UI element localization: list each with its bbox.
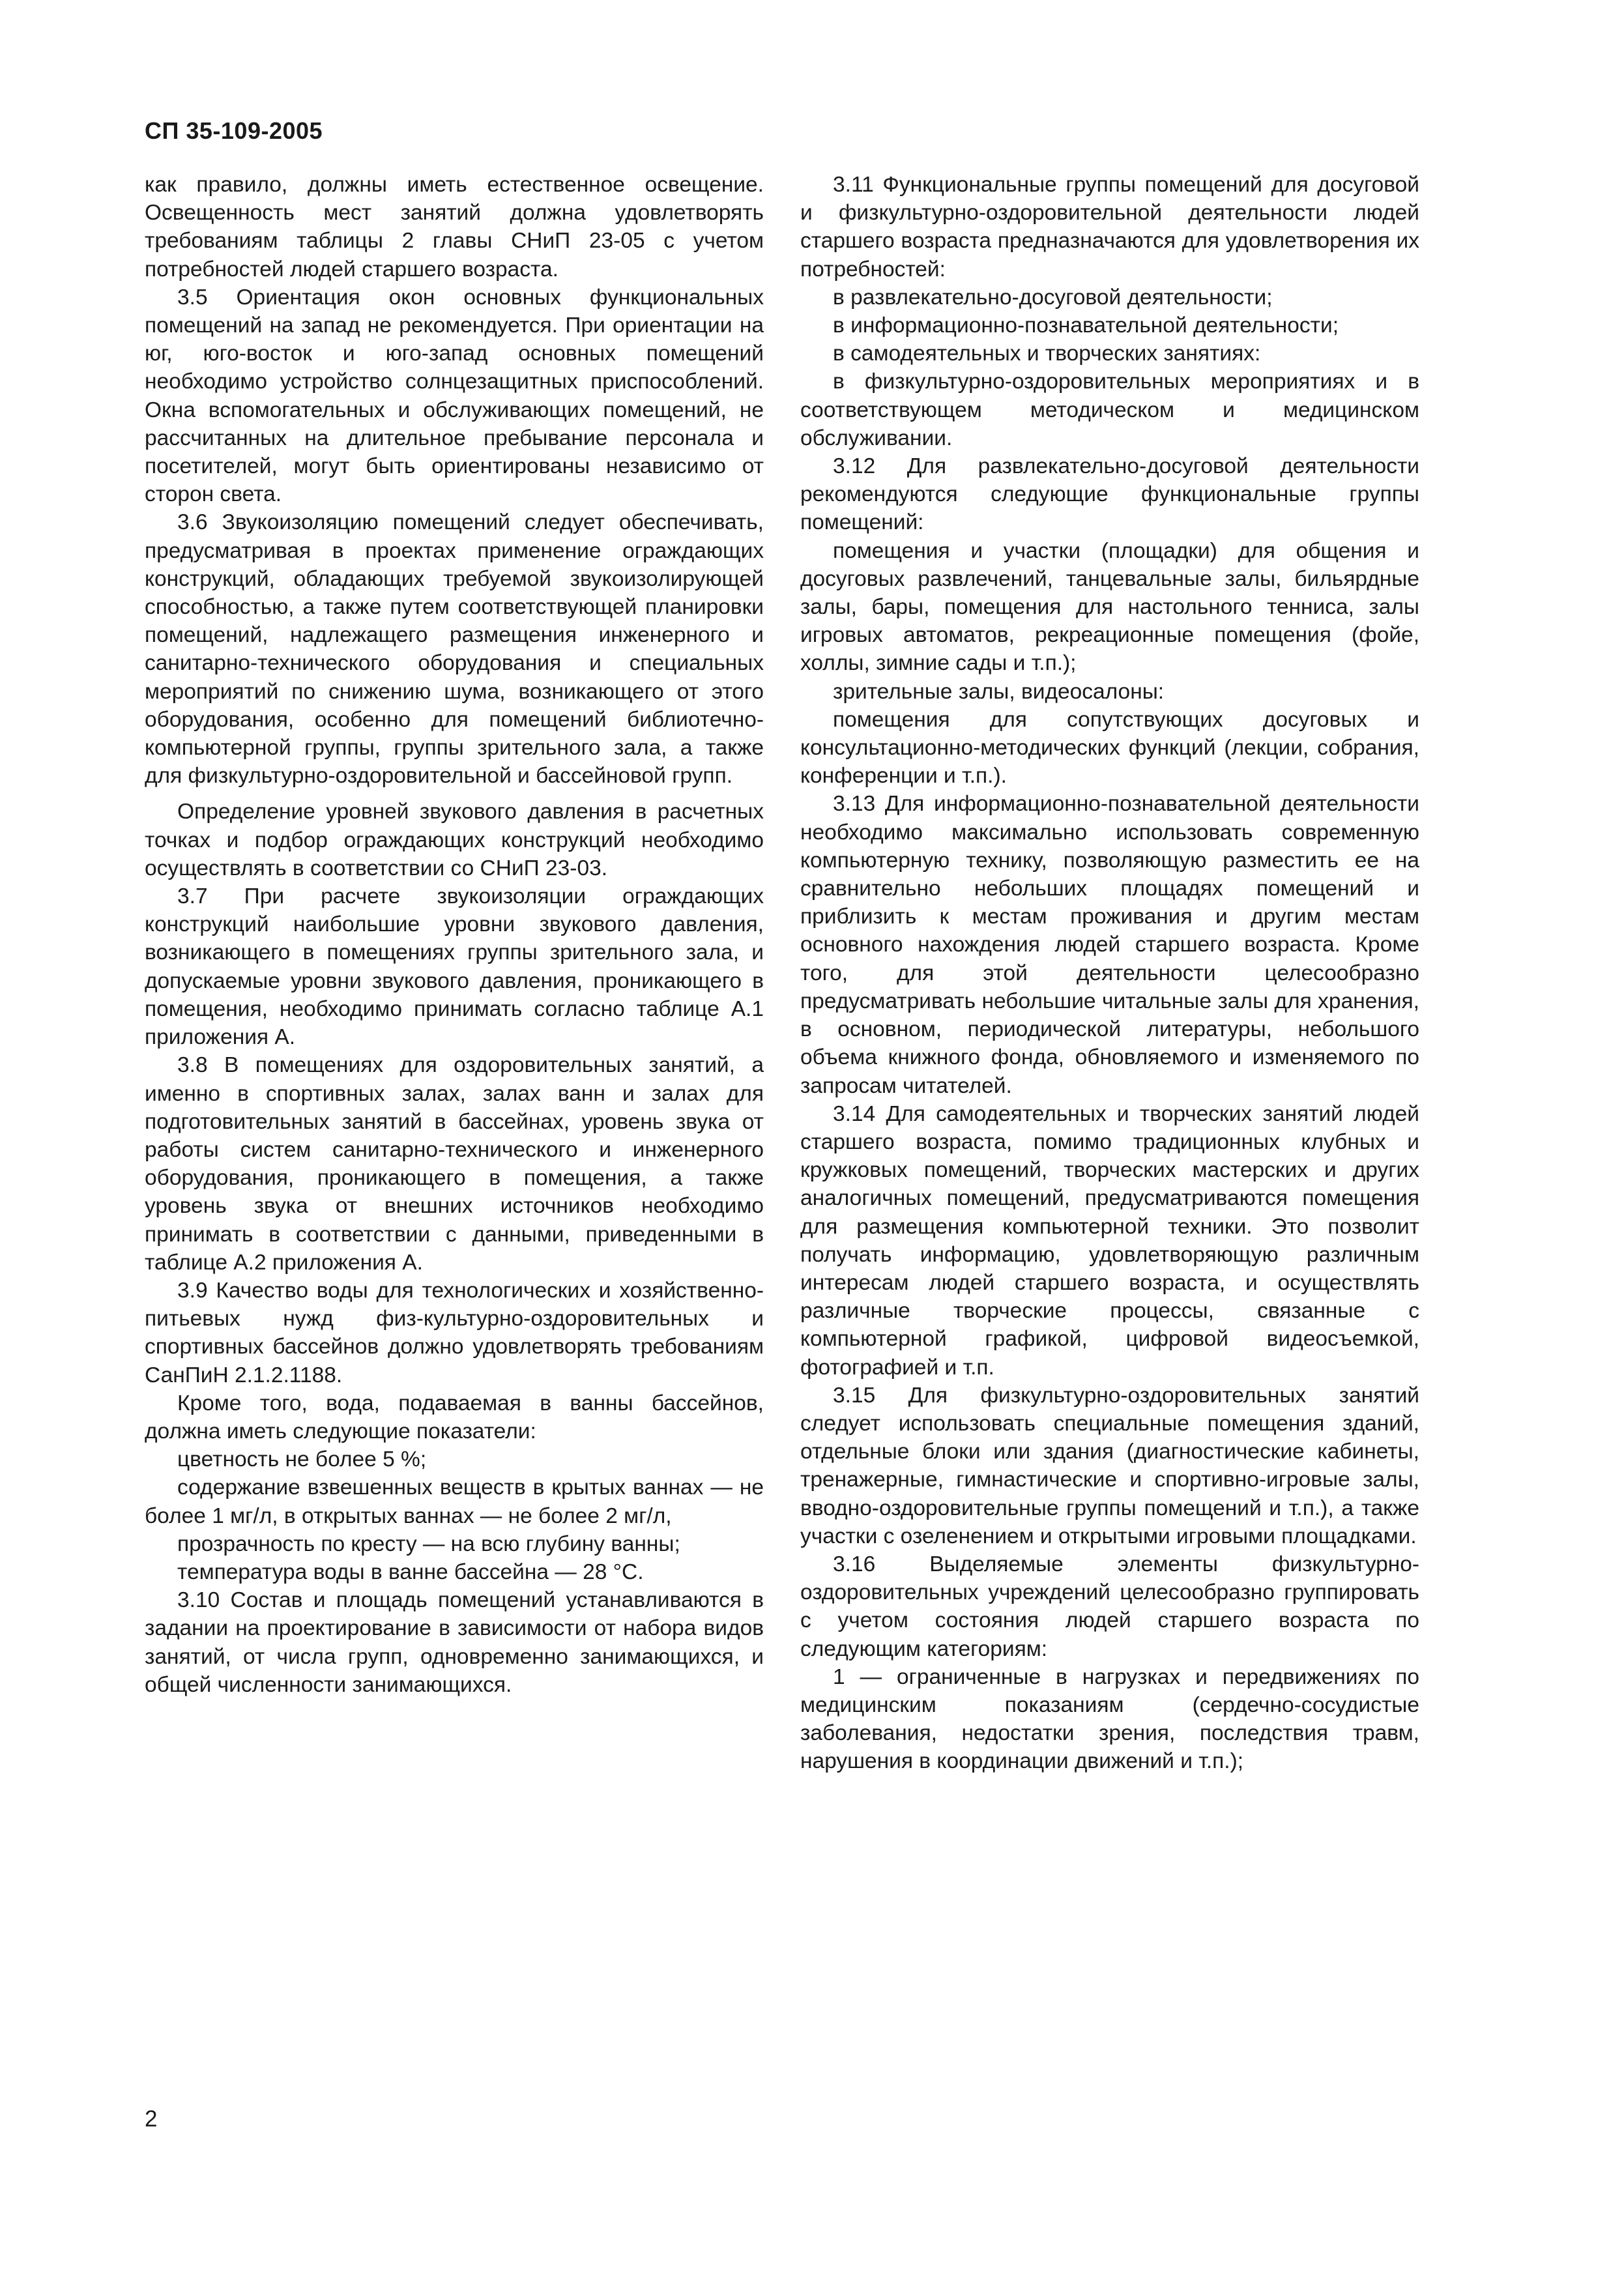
list-item-creative: в самодеятельных и творческих занятиях: bbox=[833, 341, 1261, 366]
page-number: 2 bbox=[145, 2106, 158, 2132]
paragraph-3-13: 3.13 Для информационно-познавательной деятельности необходимо максимально использовать современную компьютерную технику, позволяющую разместить ее на сравнительно небольших площадях помещений и приблизить к местам проживания и другим местам основного нахождения людей старшего возраста. Кроме того, для этой деятельности целесообразно предусматривать небольшие читальные залы для хранения, в основном, периодической литературы, небольшого объема книжного фонда, обновляемого и изменяемого по запросам читателей. bbox=[800, 792, 1419, 1098]
list-item-suspended-solids: содержание взвешенных веществ в крытых ваннах — не более 1 мг/л, в открытых ваннах — не более 2 мг/л, bbox=[145, 1475, 764, 1528]
paragraph-water-requirements: Кроме того, вода, подаваемая в ванны бассейнов, должна иметь следующие показатели: bbox=[145, 1391, 764, 1443]
document-code: СП 35-109-2005 bbox=[145, 117, 323, 144]
paragraph-3-10: 3.10 Состав и площадь помещений устанавливаются в задании на проектирование в зависимости от набора видов занятий, от числа групп, одновременно занимающихся, и общей численности занимающихся. bbox=[145, 1588, 764, 1697]
list-item-consulting-rooms: помещения для сопутствующих досуговых и консультационно-методических функций (лекции, собрания, конференции и т.п.). bbox=[800, 707, 1419, 789]
paragraph-3-9: 3.9 Качество воды для технологических и хозяйственно-питьевых нужд физ-культурно-оздоровительных и спортивных бассейнов должно удовлетворять требованиям СанПиН 2.1.2.1188. bbox=[145, 1278, 764, 1387]
left-text-column bbox=[145, 171, 764, 1699]
paragraph-sound-pressure: Определение уровней звукового давления в расчетных точках и подбор ограждающих конструкций необходимо осуществлять в соответствии со СНиП 23-03. bbox=[145, 800, 764, 880]
paragraph-3-15: 3.15 Для физкультурно-оздоровительных занятий следует использовать специальные помещения зданий, отдельные блоки или здания (диагностические кабинеты, тренажерные, гимнастические и спортивно-игровые залы, вводно-оздоровительные группы помещений и т.п.), а также участки с озеленением и открытыми игровыми площадками. bbox=[800, 1383, 1419, 1548]
paragraph-3-14: 3.14 Для самодеятельных и творческих занятий людей старшего возраста, помимо традиционных клубных и кружковых помещений, творческих мастерских и других аналогичных помещений, предусматриваются помещения для размещения компьютерной техники. Это позволит получать информацию, удовлетворяющую различным интересам людей старшего возраста, и осуществлять различные творческие процессы, связанные с компьютерной графикой, цифровой видеосъемкой, фотографией и т.п. bbox=[800, 1101, 1419, 1380]
list-item-transparency: прозрачность по кресту — на всю глубину ванны; bbox=[177, 1531, 680, 1556]
list-item-physical: в физкультурно-оздоровительных мероприятиях и в соответствующем методическом и медицинском обслуживании. bbox=[800, 370, 1419, 450]
paragraph-3-8: 3.8 В помещениях для оздоровительных занятий, а именно в спортивных залах, залах ванн и залах для подготовительных занятий в бассейнах, уровень звука от работы систем санитарно-технического и инженерного оборудования, проникающего в помещения, а также уровень звука от внешних источников необходимо принимать в соответствии с данными, приведенными в таблице А.2 приложения А. bbox=[145, 1053, 764, 1275]
paragraph-3-6: 3.6 Звукоизоляцию помещений следует обеспечивать, предусматривая в проектах применение ограждающих конструкций, обладающих требуемой звукоизолирующей способностью, а также путем соответствующей планировки помещений, надлежащего размещения инженерного и санитарно-технического оборудования и специальных мероприятий по снижению шума, возникающего от этого оборудования, особенно для помещений библиотечно-компьютерной группы, группы зрительного зала, а также для физкультурно-оздоровительной и бассейновой групп. bbox=[145, 510, 764, 789]
paragraph-3-7: 3.7 При расчете звукоизоляции ограждающих конструкций наибольшие уровни звукового давления, возникающего в помещениях группы зрительного зала, и допускаемые уровни звукового давления, проникающего в помещения, необходимо принимать согласно таблице А.1 приложения А. bbox=[145, 884, 764, 1050]
paragraph-3-16: 3.16 Выделяемые элементы физкультурно-оздоровительных учреждений целесообразно группировать с учетом состояния людей старшего возраста по следующим категориям: bbox=[800, 1552, 1419, 1661]
list-item-color: цветность не более 5 %; bbox=[177, 1447, 427, 1472]
paragraph-3-11: 3.11 Функциональные группы помещений для досуговой и физкультурно-оздоровительной деятельности людей старшего возраста предназначаются для удовлетворения их потребностей: bbox=[800, 173, 1419, 282]
paragraph-3-5: 3.5 Ориентация окон основных функциональных помещений на запад не рекомендуется. При ориентации на юг, юго-восток и юго-запад основных помещений необходимо устройство солнцезащитных приспособлений. Окна вспомогательных и обслуживающих помещений, не рассчитанных на длительное пребывание персонала и посетителей, могут быть ориентированы независимо от сторон света. bbox=[145, 285, 764, 507]
list-item-informational: в информационно-познавательной деятельности; bbox=[833, 313, 1339, 338]
list-item-communication-rooms: помещения и участки (площадки) для общения и досуговых развлечений, танцевальные залы, бильярдные залы, бары, помещения для настольного тенниса, залы игровых автоматов, рекреационные помещения (фойе, холлы, зимние сады и т.п.); bbox=[800, 538, 1419, 676]
paragraph-continuation: как правило, должны иметь естественное освещение. Освещенность мест занятий должна удовлетворять требованиям таблицы 2 главы СНиП 23-05 с учетом потребностей людей старшего возраста. bbox=[145, 173, 764, 282]
list-item-auditoriums: зрительные залы, видеосалоны: bbox=[833, 679, 1165, 704]
list-item-leisure: в развлекательно-досуговой деятельности; bbox=[833, 285, 1273, 310]
list-item-temperature: температура воды в ванне бассейна — 28 °С. bbox=[177, 1559, 644, 1584]
right-text-column bbox=[800, 171, 1419, 1776]
paragraph-3-12: 3.12 Для развлекательно-досуговой деятельности рекомендуются следующие функциональные группы помещений: bbox=[800, 454, 1419, 535]
list-item-category-1: 1 — ограниченные в нагрузках и передвижениях по медицинским показаниям (сердечно-сосудистые заболевания, недостатки зрения, последствия травм, нарушения в координации движений и т.п.); bbox=[800, 1664, 1419, 1774]
